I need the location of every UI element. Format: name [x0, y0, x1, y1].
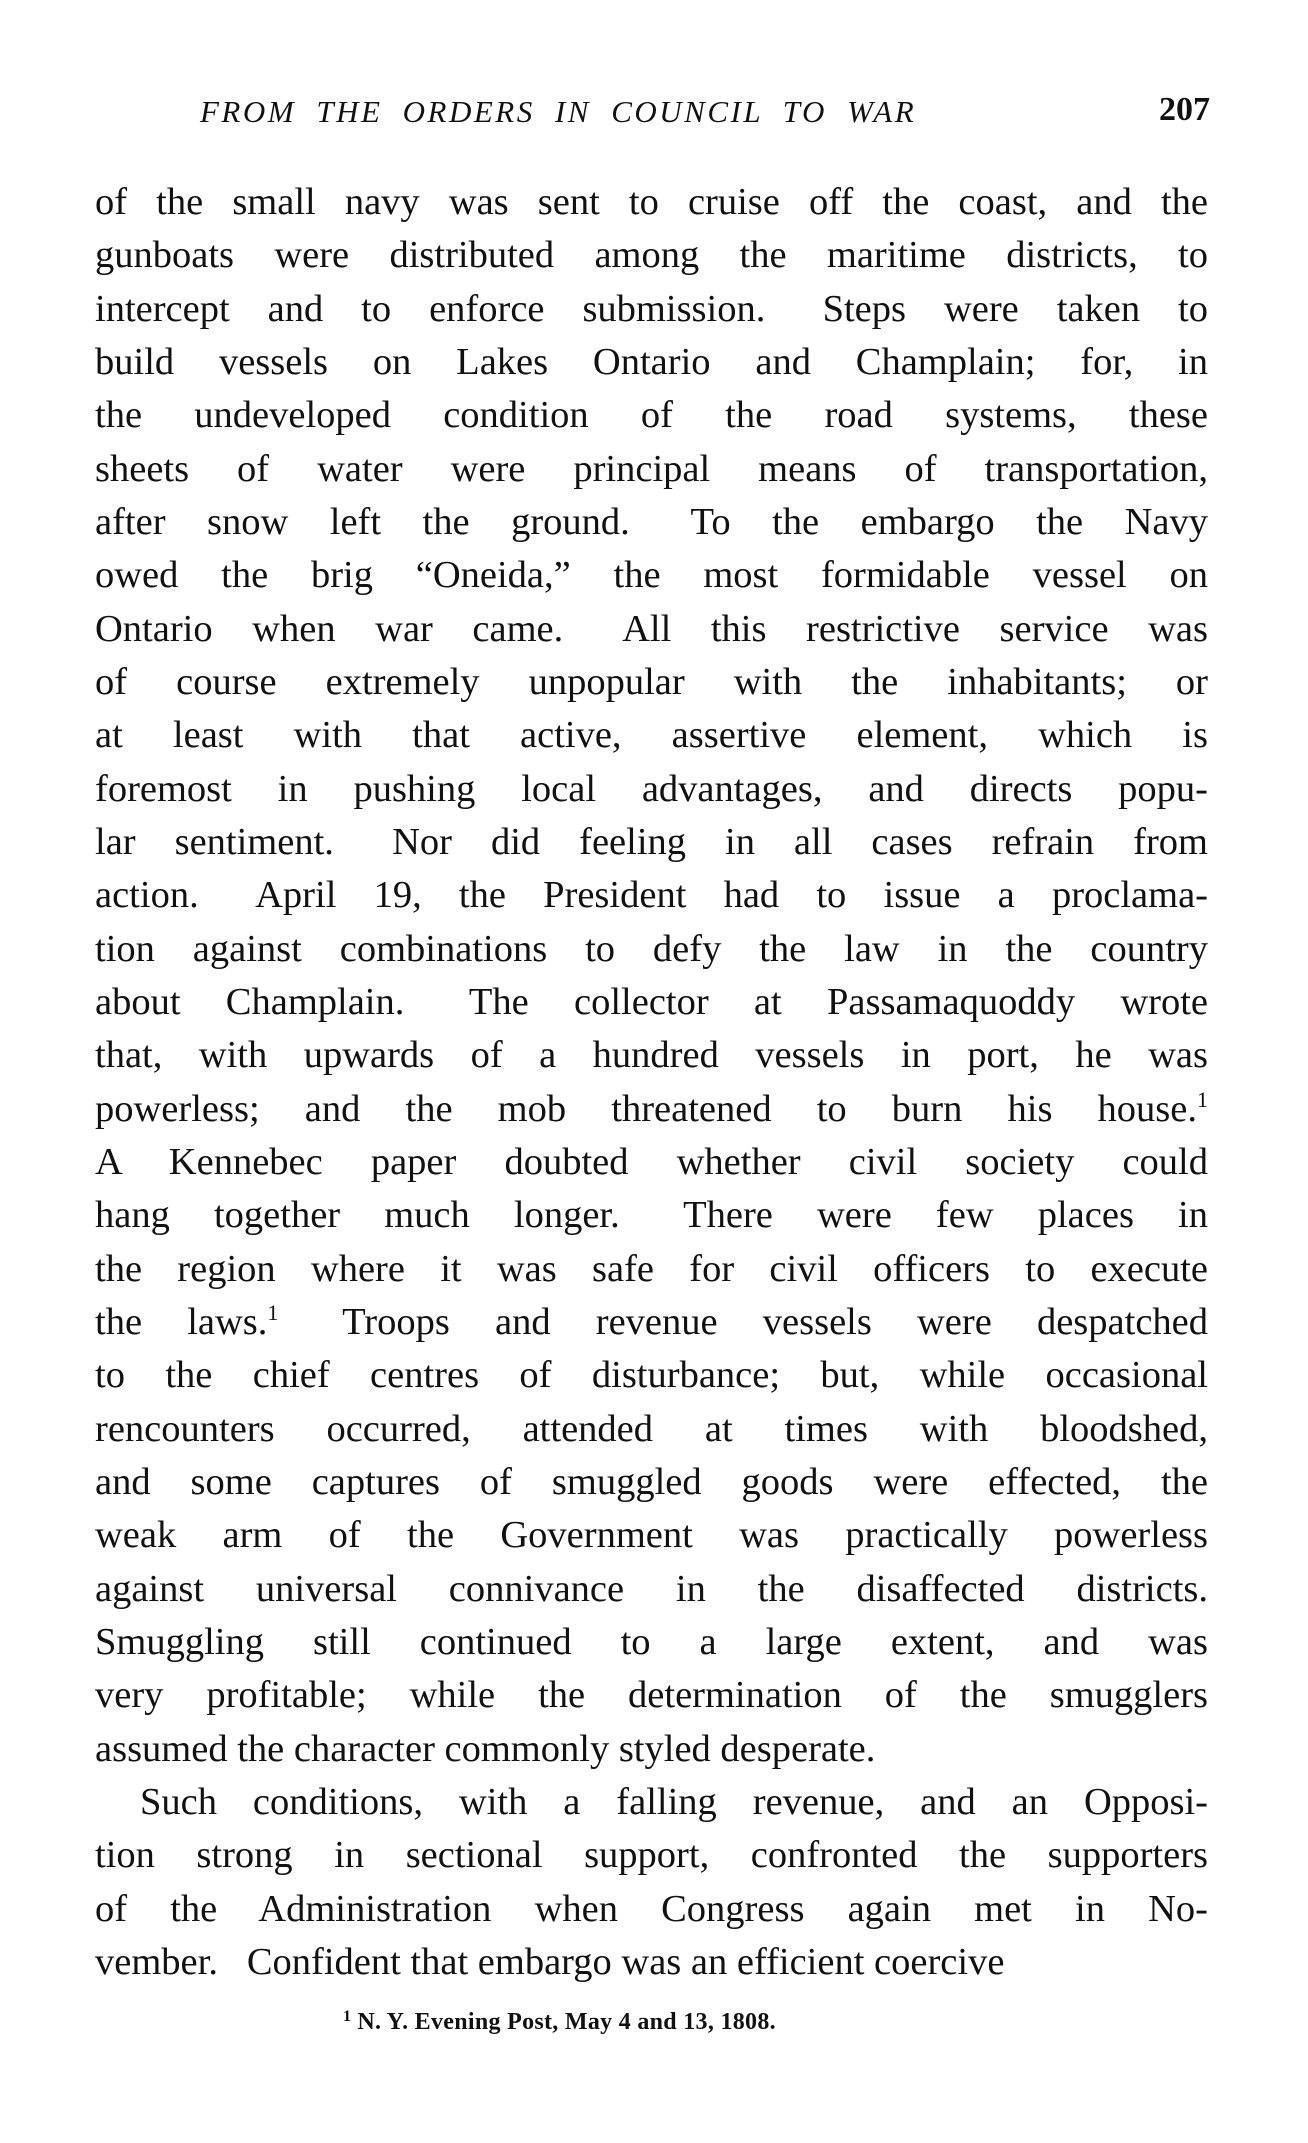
line-text: Such conditions, with a falling revenue, and an Opposi- [140, 1780, 1208, 1823]
text-line [95, 549, 1208, 602]
text-line [140, 1776, 1208, 1829]
text-line [95, 496, 1208, 549]
line-text: tion against combinations to defy the law in the country [95, 927, 1208, 970]
line-text: assumed the character commonly styled desperate. [95, 1727, 876, 1770]
text-line [95, 1936, 1208, 1989]
line-text: intercept and to enforce submission. Steps were taken to [95, 287, 1208, 330]
line-text: rencounters occurred, attended at times with bloodshed, [95, 1407, 1208, 1450]
line-text: and some captures of smuggled goods were effected, the [95, 1460, 1208, 1503]
line-text: gunboats were distributed among the maritime districts, to [95, 234, 1208, 277]
text-line [95, 1029, 1208, 1082]
running-head-title: FROM THE ORDERS IN COUNCIL TO WAR [200, 94, 917, 129]
line-text: about Champlain. The collector at Passamaquoddy wrote [95, 980, 1208, 1023]
text-line [95, 709, 1208, 762]
text-line [95, 1349, 1208, 1402]
text-line [95, 763, 1208, 816]
text-line [95, 1403, 1208, 1456]
text-line [95, 1509, 1208, 1562]
footnote-reference[interactable]: 1 [267, 1299, 279, 1325]
line-text: build vessels on Lakes Ontario and Champlain; for, in [95, 340, 1208, 383]
line-text: weak arm of the Government was practically powerless [95, 1514, 1208, 1557]
text-line [95, 1456, 1208, 1509]
page-number: 207 [1159, 91, 1210, 128]
line-text: lar sentiment. Nor did feeling in all cases refrain from [95, 820, 1208, 863]
line-text-continued: Troops and revenue vessels were despatched [278, 1300, 1208, 1343]
line-text: very profitable; while the determination of the smugglers [95, 1674, 1208, 1717]
footnote [343, 2002, 776, 2037]
line-text: that, with upwards of a hundred vessels in port, he was [95, 1034, 1208, 1077]
text-line [95, 869, 1208, 922]
line-text: of the Administration when Congress again met in No- [95, 1887, 1208, 1930]
line-text: action. April 19, the President had to issue a proclama- [95, 874, 1208, 917]
text-line [95, 229, 1208, 282]
text-line [95, 1616, 1208, 1669]
text-line [95, 443, 1208, 496]
text-line [95, 1136, 1208, 1189]
line-text: vember. Confident that embargo was an efficient coercive [95, 1940, 1005, 1983]
footnote-mark: 1 [343, 2008, 352, 2025]
footnote-text: N. Y. Evening Post, May 4 and 13, 1808. [357, 2009, 776, 2035]
text-line [95, 1296, 1208, 1349]
text-line [95, 816, 1208, 869]
line-text: after snow left the ground. To the embargo the Navy [95, 500, 1208, 543]
line-text: foremost in pushing local advantages, and directs popu- [95, 767, 1208, 810]
text-line [95, 176, 1208, 229]
line-text: the laws. [95, 1300, 268, 1343]
line-text: against universal connivance in the disaffected districts. [95, 1567, 1208, 1610]
line-text: Smuggling still continued to a large extent, and was [95, 1620, 1208, 1663]
line-text: of course extremely unpopular with the inhabitants; or [95, 660, 1208, 703]
line-text: of the small navy was sent to cruise off the coast, and the [95, 181, 1208, 223]
line-text: the region where it was safe for civil officers to execute [95, 1247, 1208, 1290]
footnote-reference[interactable]: 1 [1197, 1086, 1208, 1112]
line-text: tion strong in sectional support, confronted the supporters [95, 1834, 1208, 1877]
text-line [95, 976, 1208, 1029]
text-line [95, 1883, 1208, 1936]
text-line [95, 656, 1208, 709]
text-line [95, 389, 1208, 442]
line-text: hang together much longer. There were few places in [95, 1194, 1208, 1237]
text-line [95, 1243, 1208, 1296]
text-line [95, 1669, 1208, 1722]
text-line [95, 1829, 1208, 1882]
text-line [95, 923, 1208, 976]
line-text: Ontario when war came. All this restrictive service was [95, 607, 1208, 650]
text-line [95, 1563, 1208, 1616]
line-text: at least with that active, assertive element, which is [95, 714, 1208, 757]
text-line [95, 1189, 1208, 1242]
line-text: owed the brig “Oneida,” the most formidable vessel on [95, 554, 1208, 597]
text-line [95, 336, 1208, 389]
line-text: A Kennebec paper doubted whether civil society could [95, 1140, 1208, 1183]
text-line [95, 1723, 1208, 1776]
text-line [95, 603, 1208, 656]
text-line [95, 283, 1208, 336]
line-text: powerless; and the mob threatened to burn his house. [95, 1087, 1197, 1130]
line-text: to the chief centres of disturbance; but, while occasional [95, 1354, 1208, 1397]
line-text: the undeveloped condition of the road systems, these [95, 394, 1208, 437]
text-line [95, 1083, 1208, 1136]
line-text: sheets of water were principal means of transportation, [95, 447, 1208, 490]
